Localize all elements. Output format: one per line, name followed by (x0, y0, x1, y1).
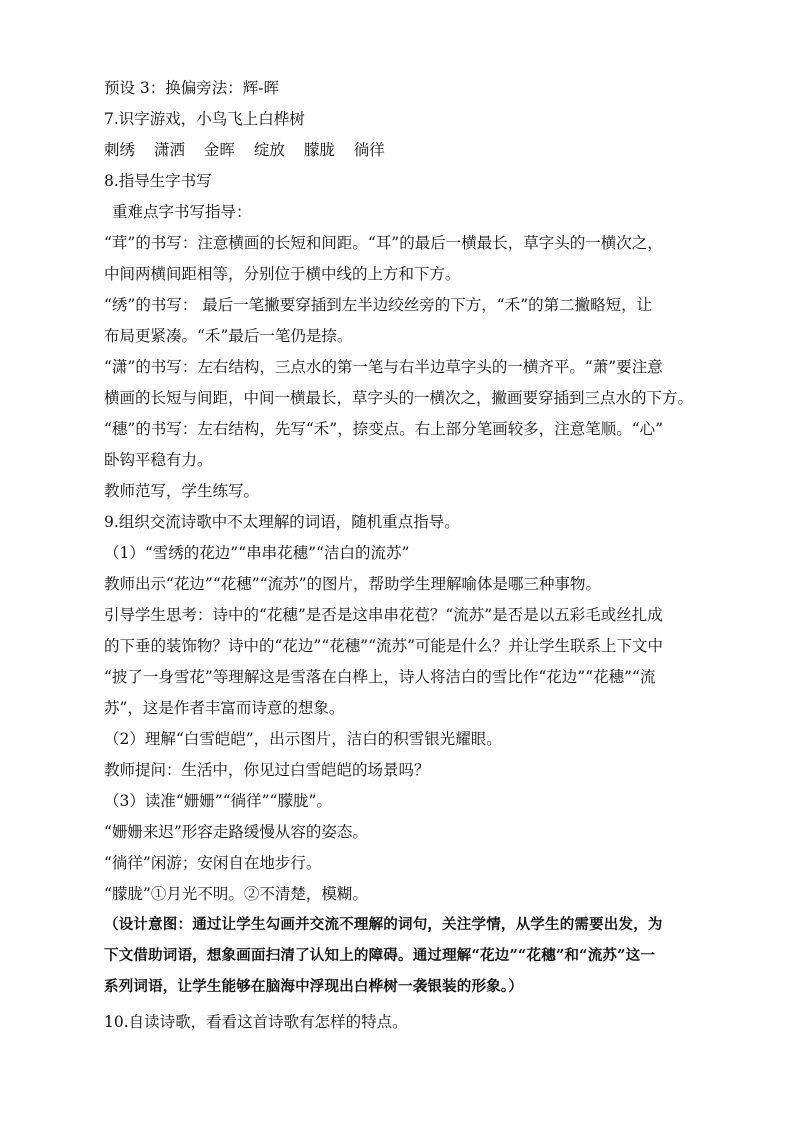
paragraph-line: “茸”的书写：注意横画的长短和间距。“耳”的最后一横最长，草字头的一横次之， (104, 234, 663, 252)
item-9-heading: 9.组织交流诗歌中不太理解的词语，随机重点指导。 (104, 513, 460, 531)
item-10-heading: 10.自读诗歌，看看这首诗歌有怎样的特点。 (104, 1013, 408, 1031)
item-7-heading: 7.识字游戏，小鸟飞上白桦树 (104, 110, 305, 128)
paragraph-line: “披了一身雪花”等理解这是雪落在白桦上，诗人将洁白的雪比作“花边”“花穗”“流 (104, 668, 656, 686)
paragraph-line: “徜徉”闲游；安闲自在地步行。 (104, 854, 322, 872)
design-note-line: （设计意图：通过让学生勾画并交流不理解的词句，关注学情，从学生的需要出发，为 (104, 916, 663, 933)
word-list (104, 140, 399, 160)
word-item: 金晖 (203, 141, 235, 159)
paragraph-line: 的下垂的装饰物？诗中的“花边”“花穗”“流苏”可能是什么？并让学生联系上下文中 (104, 637, 664, 655)
paragraph-line: 教师提问：生活中，你见过白雪皑皑的场景吗？ (104, 761, 430, 779)
design-note-line: 系列词语，让学生能够在脑海中浮现出白桦树一袭银装的形象。） (104, 978, 524, 995)
sub-item-2: （2）理解“白雪皑皑”，出示图片，洁白的积雪银光耀眼。 (104, 730, 502, 748)
word-item: 绽放 (253, 141, 285, 159)
paragraph-line: 教师范写，学生练写。 (104, 482, 260, 500)
paragraph-line: 中间两横间距相等，分别位于横中线的上方和下方。 (104, 265, 461, 283)
paragraph-line: 横画的长短与间距，中间一横最长，草字头的一横次之，撇画要穿插到三点水的下方。 (104, 389, 694, 407)
word-item: 朦胧 (303, 141, 335, 159)
paragraph-line: 教师出示“花边”“花穗”“流苏”的图片，帮助学生理解喻体是哪三种事物。 (104, 575, 602, 593)
item-8-heading: 8.指导生字书写 (104, 172, 212, 190)
design-note-line: 下文借助词语，想象画面扫清了认知上的障碍。通过理解“花边”“花穗”和“流苏”这一 (104, 947, 656, 964)
paragraph-line: 卧钩平稳有力。 (104, 451, 213, 469)
paragraph-line: “潇”的书写：左右结构，三点水的第一笔与右半边草字头的一横齐平。“萧”要注意 (104, 358, 663, 376)
paragraph-line: 苏”，这是作者丰富而诗意的想象。 (104, 699, 345, 717)
paragraph-line: “穗”的书写：左右结构，先写“禾”，捺变点。右上部分笔画较多，注意笔顺。“心” (104, 420, 664, 438)
preset-3-line: 预设 3：换偏旁法：辉-晖 (104, 79, 280, 97)
word-item: 徜徉 (353, 141, 385, 159)
key-chars-heading: 重难点字书写指导： (112, 203, 252, 221)
word-item: 潇洒 (153, 141, 185, 159)
sub-item-1: （1）“雪绣的花边”“串串花穗”“洁白的流苏” (104, 544, 410, 562)
paragraph-line: “姗姗来迟”形容走路缓慢从容的姿态。 (104, 823, 368, 841)
paragraph-line: “朦胧”①月光不明。②不清楚，模糊。 (104, 885, 368, 903)
paragraph-line: 引导学生思考：诗中的“花穗”是否是这串串花苞？“流苏”是否是以五彩毛或丝扎成 (104, 606, 663, 624)
sub-item-3: （3）读准“姗姗”“徜徉”“朦胧”。 (104, 792, 332, 810)
paragraph-line: 布局更紧凑。“禾”最后一笔仍是捺。 (104, 327, 353, 345)
paragraph-line: “绣”的书写： 最后一笔撇要穿插到左半边绞丝旁的下方，“禾”的第二撇略短，让 (104, 296, 653, 314)
word-item: 刺绣 (104, 141, 136, 159)
